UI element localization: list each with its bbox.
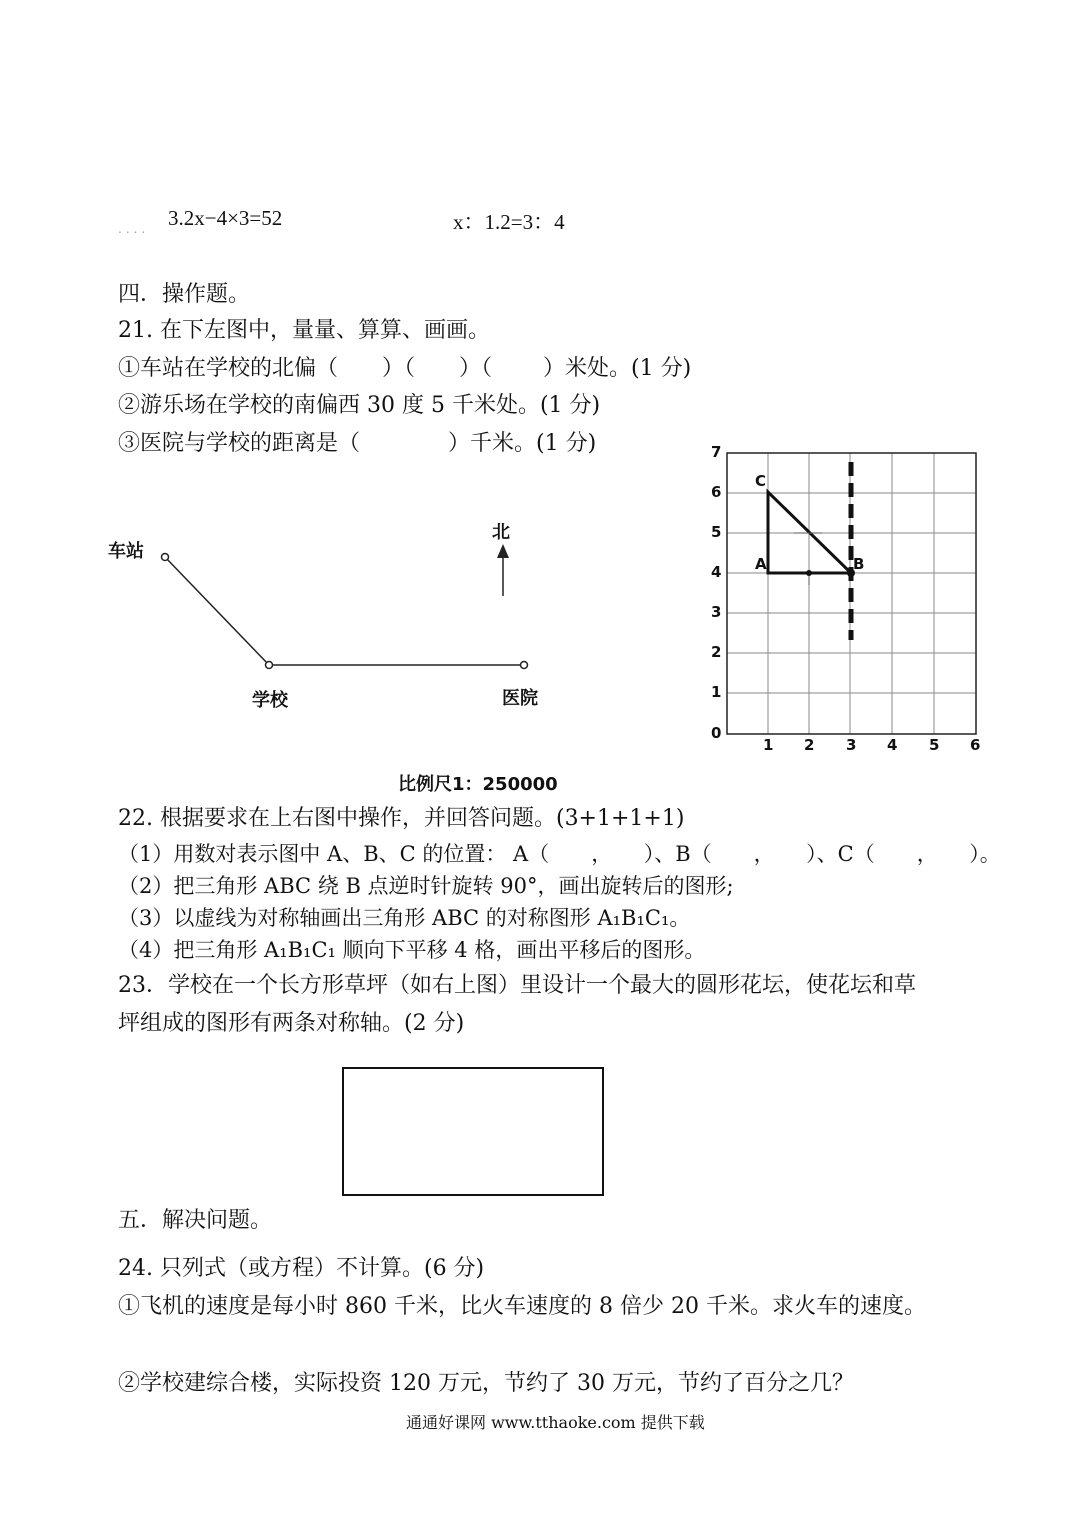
y-tick-4: 4 bbox=[711, 563, 722, 581]
station-label: 车站 bbox=[108, 541, 144, 562]
x-tick-1: 1 bbox=[763, 736, 774, 754]
north-arrow-icon bbox=[497, 544, 509, 558]
y-tick-7: 7 bbox=[711, 443, 722, 461]
grid-figure bbox=[700, 440, 1000, 760]
hospital-label: 医院 bbox=[502, 688, 538, 709]
station-school-line bbox=[165, 557, 269, 665]
y-tick-1: 1 bbox=[711, 683, 722, 701]
q24-part-2: ②学校建综合楼，实际投资 120 万元，节约了 30 万元，节约了百分之几？ bbox=[118, 1371, 854, 1396]
north-label: 北 bbox=[492, 522, 510, 543]
tick-point bbox=[806, 570, 812, 576]
y-tick-5: 5 bbox=[711, 523, 722, 541]
y-tick-0: 0 bbox=[711, 724, 722, 742]
q21-part-2: ②游乐场在学校的南偏西 30 度 5 千米处。(1 分) bbox=[118, 393, 601, 418]
map-diagram bbox=[100, 500, 660, 740]
x-tick-4: 4 bbox=[887, 736, 898, 754]
leading-dots: .... bbox=[118, 222, 150, 236]
q24-stem: 24. 只列式（或方程）不计算。(6 分) bbox=[118, 1256, 485, 1281]
q24-part-1: ①飞机的速度是每小时 860 千米，比火车速度的 8 倍少 20 千米。求火车的速度。 bbox=[118, 1294, 926, 1319]
equation-1: 3.2x−4×3=52 bbox=[168, 206, 283, 230]
q21-part-1: ①车站在学校的北偏（ ）（ ）（ ）米处。(1 分) bbox=[118, 356, 692, 381]
x-tick-6: 6 bbox=[970, 736, 981, 754]
q22-stem: 22. 根据要求在上右图中操作，并回答问题。(3+1+1+1) bbox=[118, 806, 685, 831]
school-label: 学校 bbox=[252, 690, 288, 711]
y-tick-2: 2 bbox=[711, 643, 722, 661]
school-point bbox=[266, 662, 273, 669]
q22-part-3: （3）以虚线为对称轴画出三角形 ABC 的对称图形 A₁B₁C₁。 bbox=[118, 906, 691, 930]
x-tick-3: 3 bbox=[846, 736, 857, 754]
q22-part-1: （1）用数对表示图中 A、B、C 的位置： A（ ， ）、B（ ， ）、C（ ， ）。 bbox=[118, 842, 1001, 866]
q23-line-2: 坪组成的图形有两条对称轴。(2 分) bbox=[118, 1011, 465, 1036]
q21-part-3: ③医院与学校的距离是（ ）千米。(1 分) bbox=[118, 431, 597, 456]
q23-line-1: 23．学校在一个长方形草坪（如右上图）里设计一个最大的圆形花坛，使花坛和草 bbox=[118, 973, 916, 998]
point-a-label: A bbox=[755, 555, 767, 573]
station-point bbox=[162, 554, 169, 561]
footer-text: 通通好课网 www.tthaoke.com 提供下载 bbox=[406, 1413, 705, 1432]
q22-part-4: （4）把三角形 A₁B₁C₁ 顺向下平移 4 格，画出平移后的图形。 bbox=[118, 938, 706, 962]
hospital-point bbox=[521, 662, 528, 669]
y-tick-6: 6 bbox=[711, 483, 722, 501]
section-5-title: 五．解决问题。 bbox=[118, 1208, 273, 1233]
scale-label: 比例尺1：250000 bbox=[398, 774, 558, 795]
point-b-label: B bbox=[853, 555, 865, 573]
point-c-label: C bbox=[755, 472, 767, 490]
q22-part-2: （2）把三角形 ABC 绕 B 点逆时针旋转 90°，画出旋转后的图形; bbox=[118, 874, 734, 898]
q21-stem: 21. 在下左图中，量量、算算、画画。 bbox=[118, 318, 490, 343]
y-tick-3: 3 bbox=[711, 603, 722, 621]
x-tick-5: 5 bbox=[929, 736, 940, 754]
equation-2: x：1.2=3：4 bbox=[453, 210, 565, 234]
section-4-title: 四．操作题。 bbox=[118, 282, 251, 307]
x-tick-2: 2 bbox=[804, 736, 815, 754]
lawn-rectangle bbox=[342, 1067, 604, 1196]
